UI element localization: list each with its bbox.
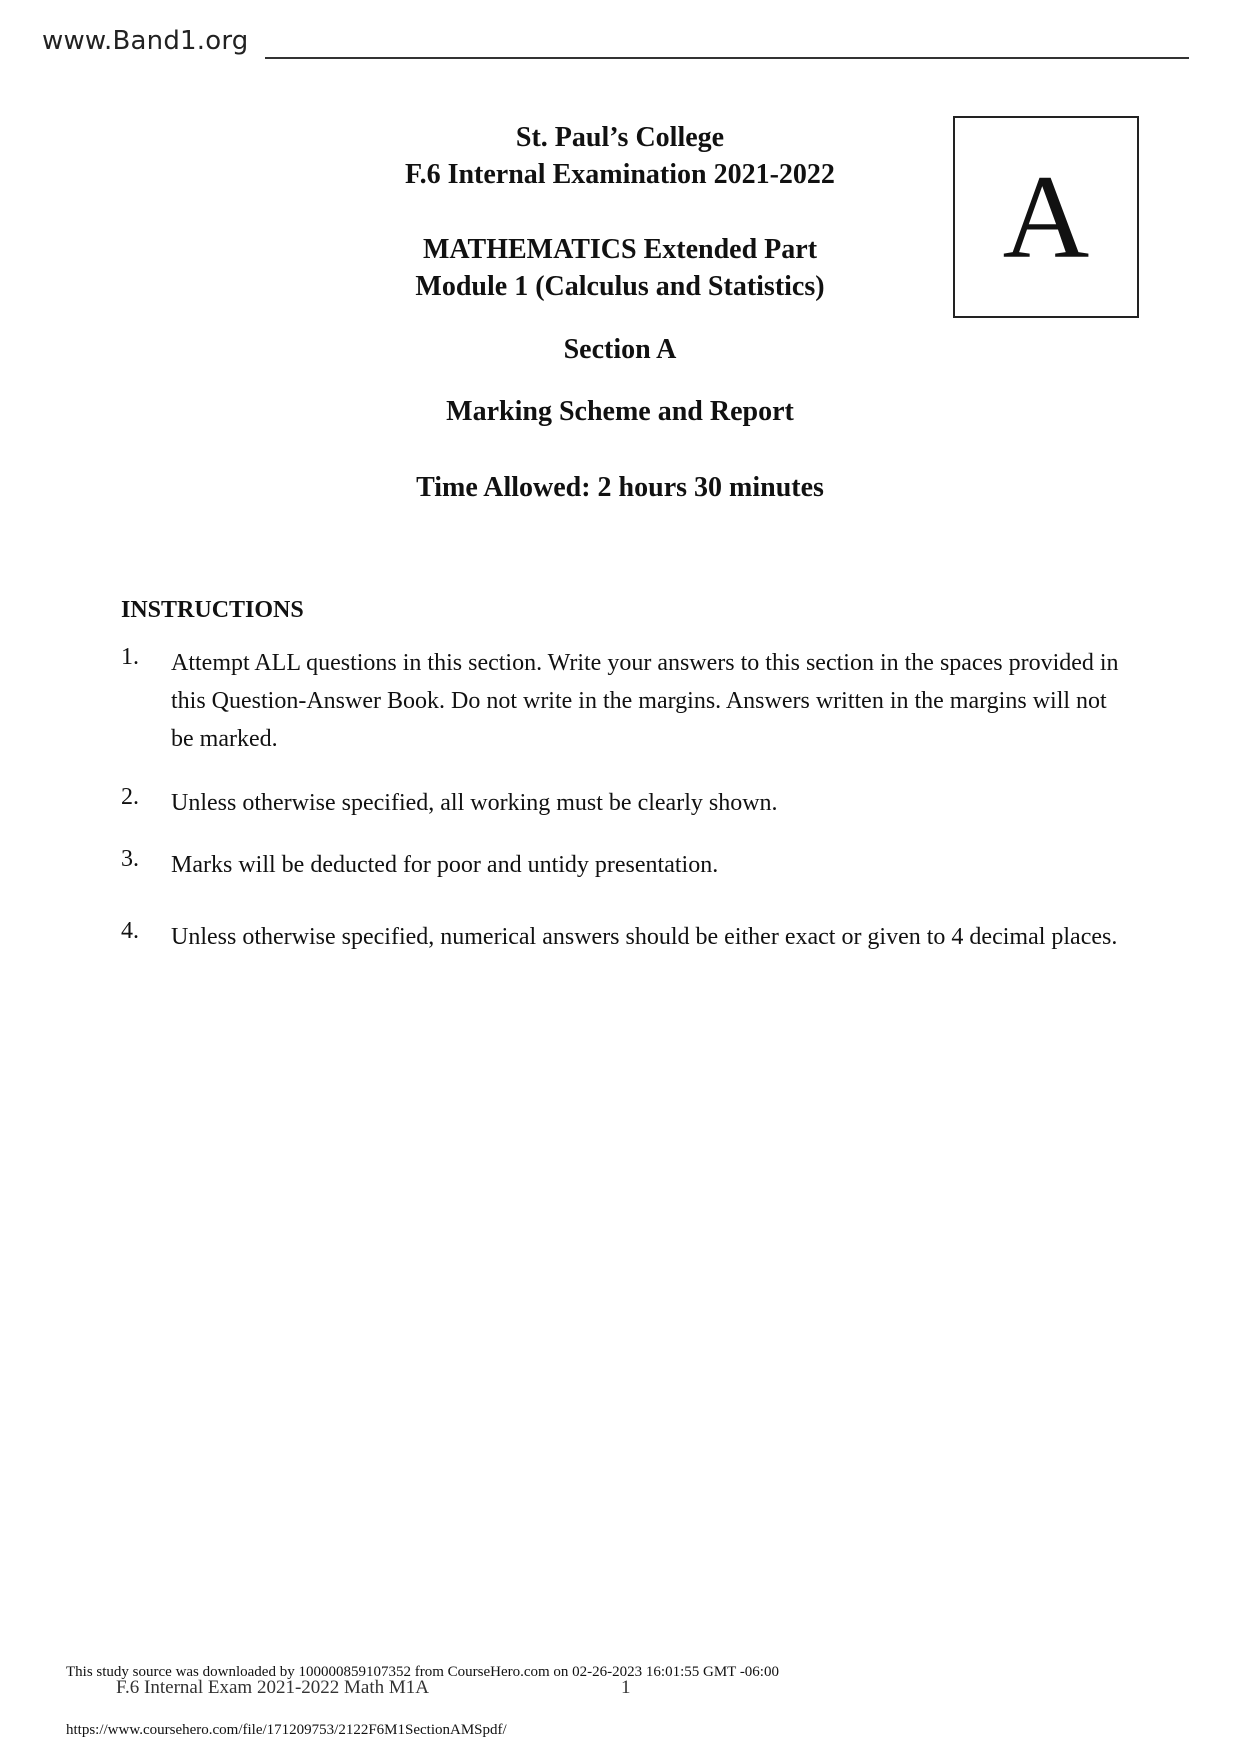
module-title: Module 1 (Calculus and Statistics) — [415, 271, 825, 302]
header-rule — [265, 57, 1189, 59]
paper-label-box — [953, 116, 1139, 318]
footer-source-note: This study source was downloaded by 100000859107352 from CourseHero.com on 02-26-2023 16:01:55 GMT -06:00 — [66, 1664, 779, 1680]
instruction-text: Marks will be deducted for poor and untidy presentation. — [171, 852, 719, 878]
time-allowed: Time Allowed: 2 hours 30 minutes — [416, 472, 824, 503]
school-name: St. Paul’s College — [515, 122, 725, 153]
paper-label: A — [1002, 150, 1090, 283]
instruction-text: Unless otherwise specified, numerical answers should be either exact or given to 4 decimal places. — [171, 924, 1118, 950]
exam-title: F.6 Internal Examination 2021-2022 — [405, 159, 835, 190]
instruction-number: 1. — [121, 644, 139, 670]
footer-exam-label: F.6 Internal Exam 2021-2022 Math M1A — [116, 1677, 429, 1698]
site-url: www.Band1.org — [42, 26, 249, 56]
subject-title: MATHEMATICS Extended Part — [422, 234, 818, 265]
footer-url: https://www.coursehero.com/file/171209753/2122F6M1SectionAMSpdf/ — [66, 1722, 507, 1738]
document-type: Marking Scheme and Report — [446, 396, 794, 427]
footer-page-number: 1 — [621, 1677, 631, 1698]
instruction-text: Unless otherwise specified, all working must be clearly shown. — [171, 790, 778, 816]
instruction-number: 3. — [121, 846, 139, 872]
instruction-number: 4. — [121, 918, 139, 944]
instructions-heading: INSTRUCTIONS — [121, 597, 304, 623]
instruction-text: Attempt ALL questions in this section. Write your answers to this section in the spaces provided in this Question-Answer Book. Do not write in the margins. Answers written in the margins will not be marked. — [171, 650, 1119, 752]
instruction-number: 2. — [121, 784, 139, 810]
section-title: Section A — [563, 334, 677, 365]
